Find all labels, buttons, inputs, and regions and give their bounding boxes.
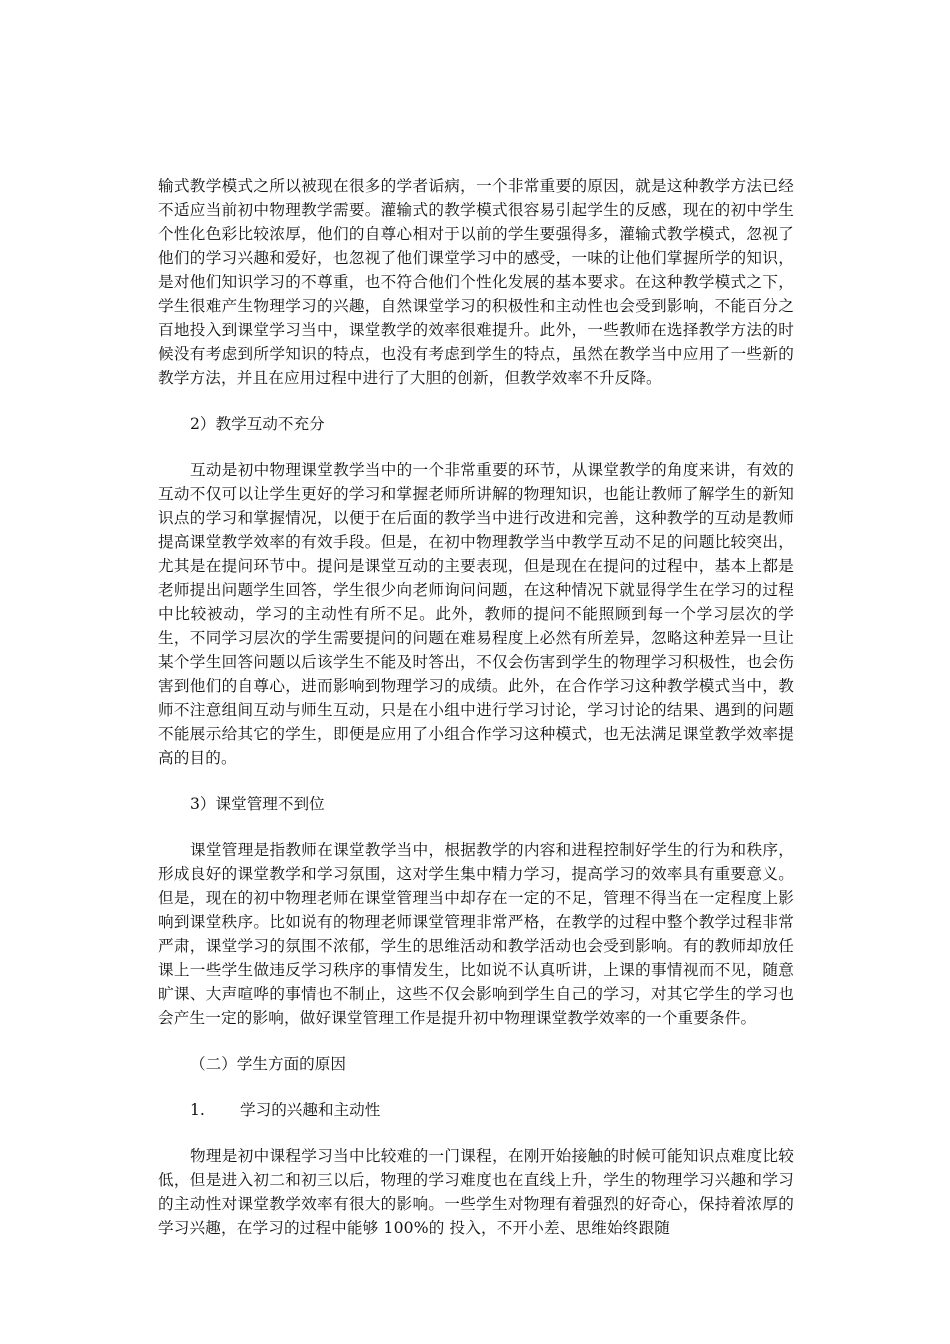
heading-teaching-interaction: 2）教学互动不充分 (190, 415, 325, 433)
list-number: 1. (190, 1101, 205, 1119)
heading-classroom-management: 3）课堂管理不到位 (190, 795, 325, 813)
paragraph-learning-interest: 物理是初中课程学习当中比较难的一门课程，在刚开始接触的时候可能知识点难度比较低，但是进入初二和初三以后，物理的学习难度也在直线上升，学生的物理学习兴趣和学习的主动性对课堂教学效率有很大的影响。一些学生对物理有着强烈的好奇心，保持着浓厚的学习兴趣，在学习的过程中能够 100%的 投入，不开小差、思维始终跟随 (158, 1147, 794, 1237)
heading-student-reasons: （二）学生方面的原因 (190, 1055, 346, 1073)
heading-learning-interest (158, 1098, 794, 1122)
paragraph-classroom-management: 课堂管理是指教师在课堂教学当中，根据教学的内容和进程控制好学生的行为和秩序，形成良好的课堂教学和学习氛围，这对学生集中精力学习，提高学习的效率具有重要意义。但是，现在的初中物理老师在课堂管理当中却存在一定的不足，管理不得当在一定程度上影响到课堂秩序。比如说有的物理老师课堂管理非常严格，在教学的过程中整个教学过程非常严肃，课堂学习的氛围不浓郁，学生的思维活动和教学活动也会受到影响。有的教师却放任课上一些学生做违反学习秩序的事情发生，比如说不认真听讲，上课的事情视而不见，随意旷课、大声喧哗的事情也不制止，这些不仅会影响到学生自己的学习，对其它学生的学习也会产生一定的影响，做好课堂管理工作是提升初中物理课堂教学效率的一个重要条件。 (158, 841, 794, 1027)
document-body (158, 174, 794, 1240)
paragraph-indoctrination-teaching: 输式教学模式之所以被现在很多的学者诟病，一个非常重要的原因，就是这种教学方法已经不适应当前初中物理教学需要。灌输式的教学模式很容易引起学生的反感，现在的初中学生个性化色彩比较浓厚，他们的自尊心相对于以前的学生要强得多，灌输式教学模式，忽视了他们的学习兴趣和爱好，也忽视了他们课堂学习中的感受，一味的让他们掌握所学的知识，是对他们知识学习的不尊重，也不符合他们个性化发展的基本要求。在这种教学模式之下，学生很难产生物理学习的兴趣，自然课堂学习的积极性和主动性也会受到影响，不能百分之百地投入到课堂学习当中，课堂教学的效率很难提升。此外，一些教师在选择教学方法的时候没有考虑到所学知识的特点，也没有考虑到学生的特点，虽然在教学当中应用了一些新的教学方法，并且在应用过程中进行了大胆的创新，但教学效率不升反降。 (158, 177, 794, 387)
paragraph-teaching-interaction: 互动是初中物理课堂教学当中的一个非常重要的环节，从课堂教学的角度来讲，有效的互动不仅可以让学生更好的学习和掌握老师所讲解的物理知识，也能让教师了解学生的新知识点的学习和掌握情况，以便于在后面的教学当中进行改进和完善，这种教学的互动是教师提高课堂教学效率的有效手段。但是，在初中物理教学当中教学互动不足的问题比较突出，尤其是在提问环节中。提问是课堂互动的主要表现，但是现在在提问的过程中，基本上都是老师提出问题学生回答，学生很少向老师询问问题，在这种情况下就显得学生在学习的过程中比较被动，学习的主动性有所不足。此外，教师的提问不能照顾到每一个学习层次的学生，不同学习层次的学生需要提问的问题在难易程度上必然有所差异，忽略这种差异一旦让某个学生回答问题以后该学生不能及时答出，不仅会伤害到学生的物理学习积极性，也会伤害到他们的自尊心，进而影响到物理学习的成绩。此外，在合作学习这种教学模式当中，教师不注意组间互动与师生互动，只是在小组中进行学习讨论，学习讨论的结果、遇到的问题不能展示给其它的学生，即便是应用了小组合作学习这种模式，也无法满足课堂教学效率提高的目的。 (158, 461, 794, 767)
list-heading-text: 学习的兴趣和主动性 (240, 1101, 381, 1119)
